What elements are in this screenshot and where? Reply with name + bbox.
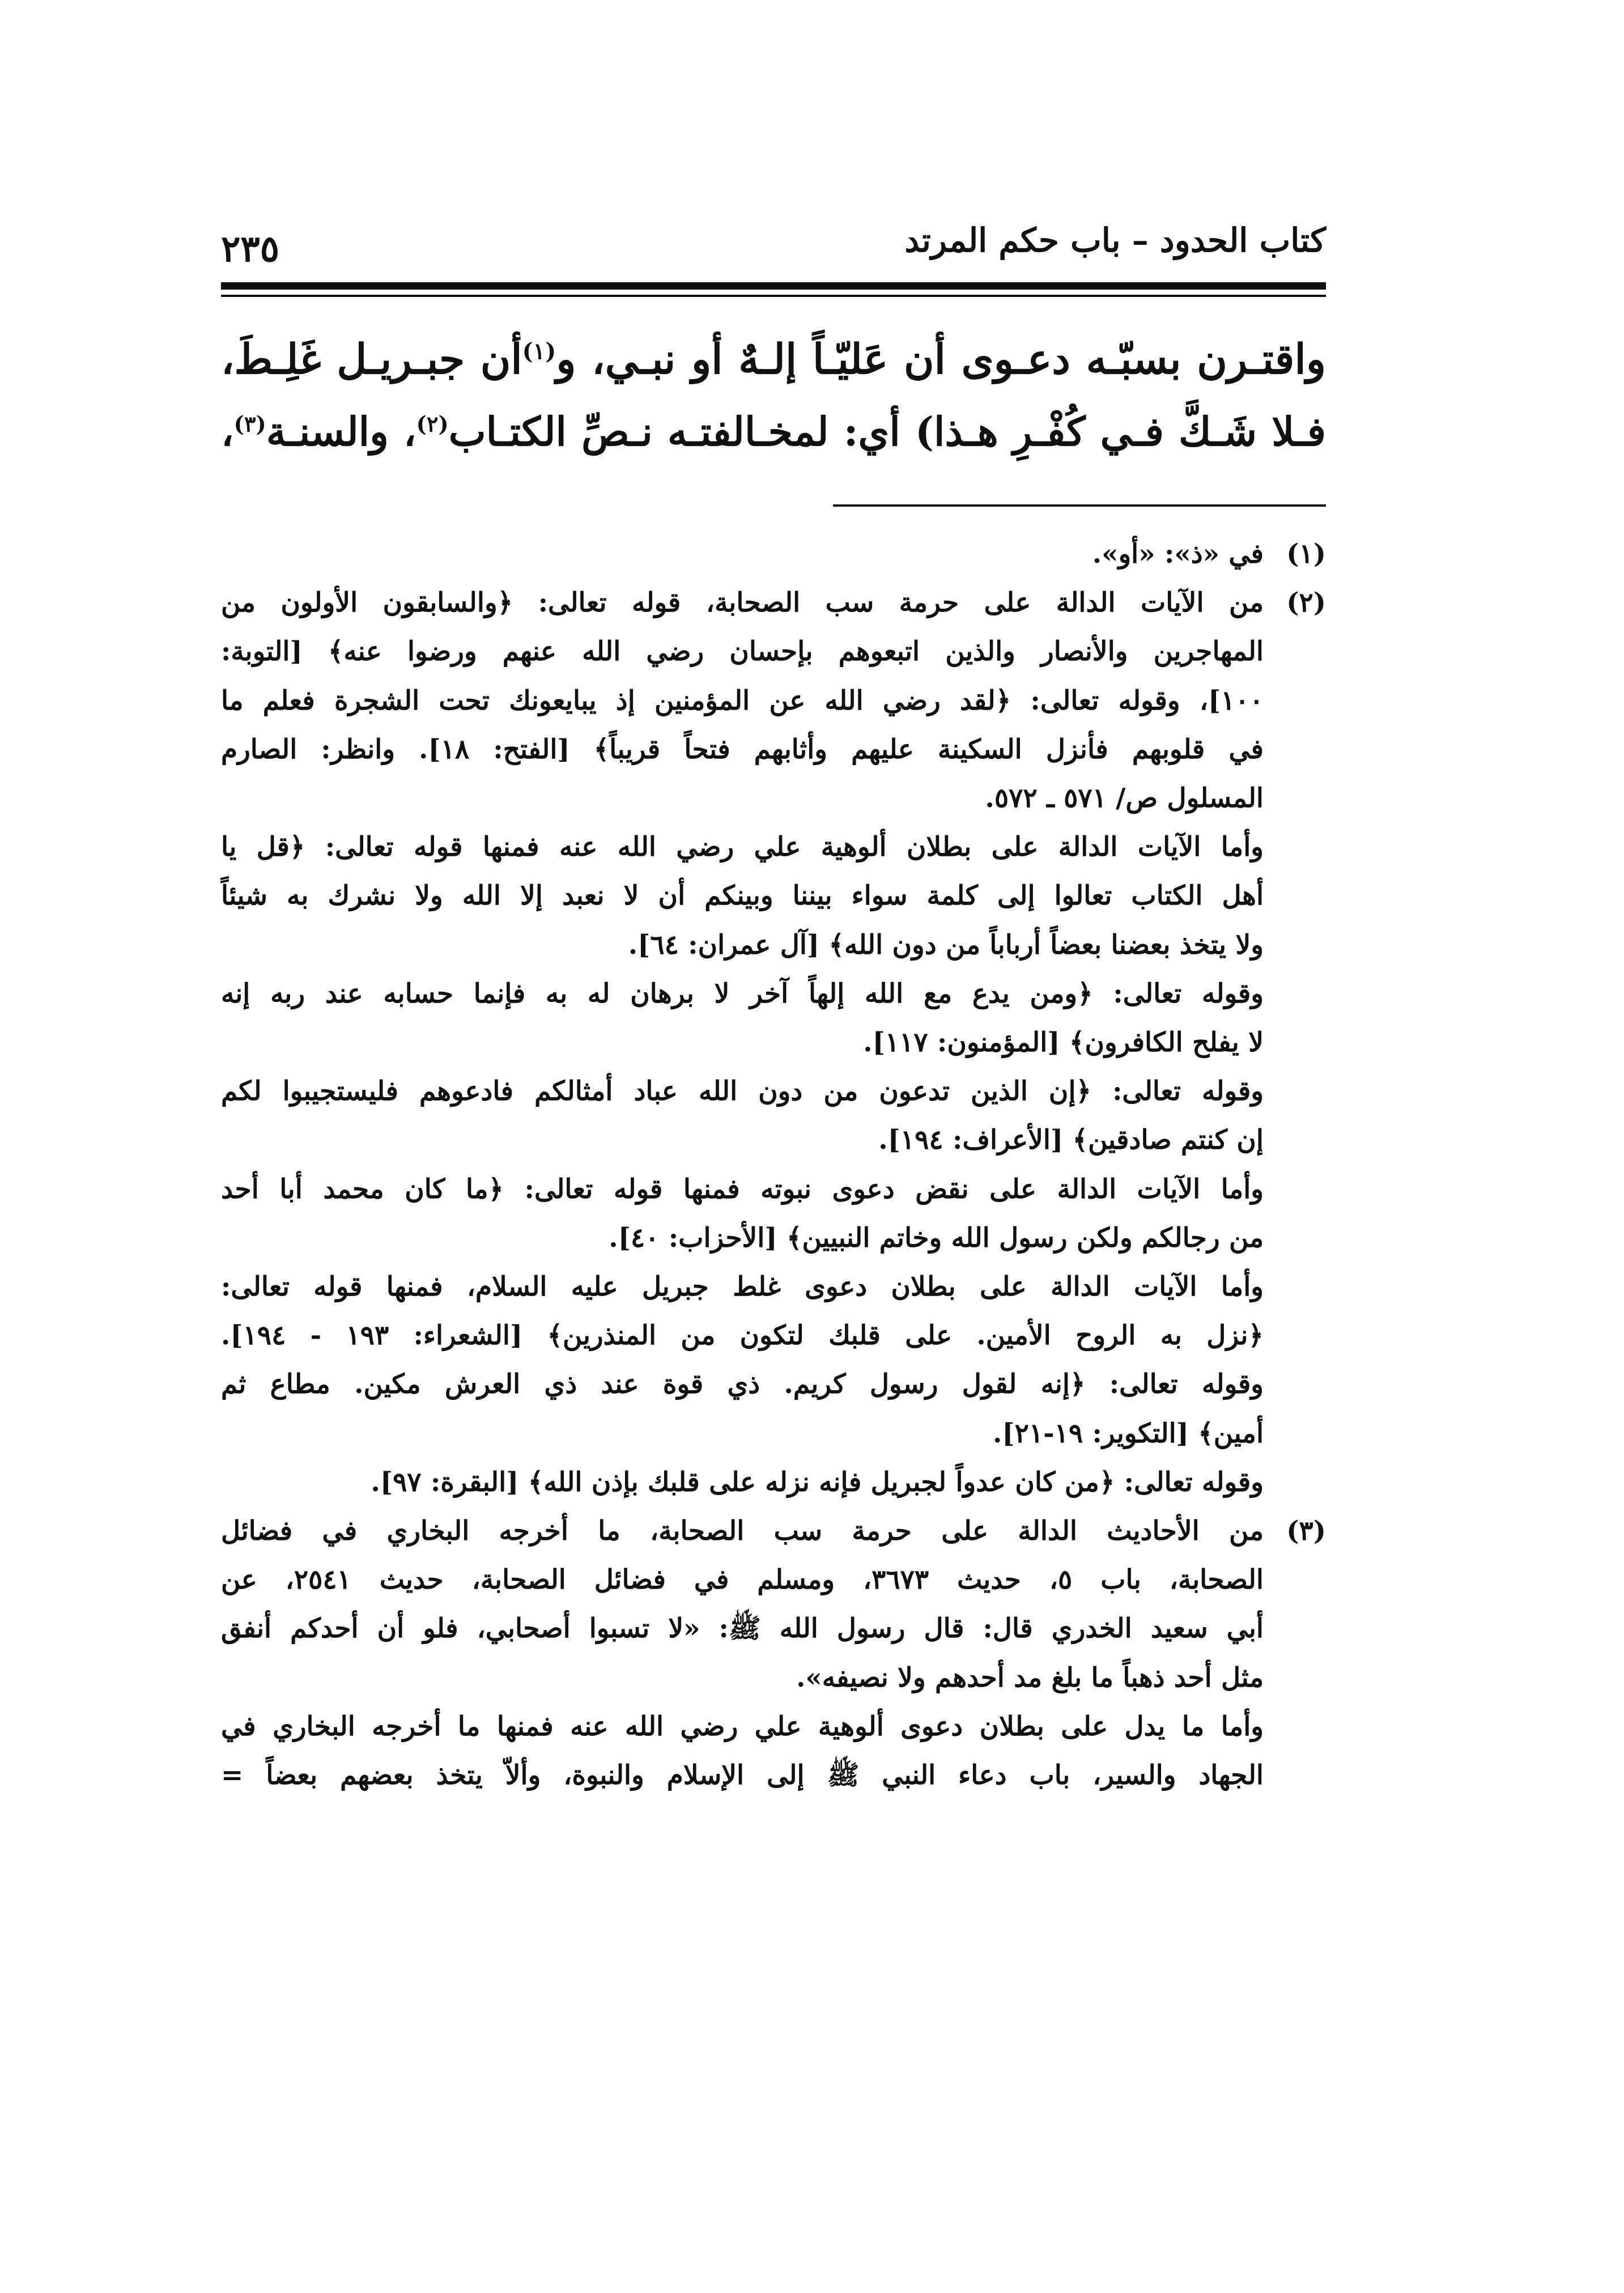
footnote-line: وأما الآيات الدالة على نقض دعوى نبوته فمنها قوله تعالى: ﴿ما كان محمد أبا أحد xyxy=(221,1173,1264,1205)
footnote-line: في قلوبهم فأنزل السكينة عليهم وأثابهم فتحاً قريباً﴾ [الفتح: ١٨]. وانظر: الصارم xyxy=(221,733,1264,765)
main-line-2: فـلا شَـكَّ فـي كُفْـرِ هـذا) أي: لمخـالفتـه نـصِّ الكتـاب$^{(٢)}$، والسنـة$^{(٣)}$، xyxy=(221,408,1326,455)
footnote-line: مثل أحد ذهباً ما بلغ مد أحدهم ولا نصيفه». xyxy=(796,1662,1264,1693)
footnote-line: من الآيات الدالة على حرمة سب الصحابة، قوله تعالى: ﴿والسابقون الأولون من xyxy=(221,587,1264,619)
footnote-line: أهل الكتاب تعالوا إلى كلمة سواء بيننا وبينكم أن لا نعبد إلا الله ولا نشرك به شيئاً xyxy=(221,880,1264,912)
footnote-line: وأما الآيات الدالة على بطلان دعوى غلط جبريل عليه السلام، فمنها قوله تعالى: xyxy=(221,1271,1264,1303)
footnote-line: من الأحاديث الدالة على حرمة سب الصحابة، ما أخرجه البخاري في فضائل xyxy=(221,1515,1264,1547)
footnote-line: ولا يتخذ بعضنا بعضاً أرباباً من دون الله﴾ [آل عمران: ٦٤]. xyxy=(628,929,1264,961)
footnote-line: وأما ما يدل على بطلان دعوى ألوهية علي رضي الله عنه فمنها ما أخرجه البخاري في xyxy=(221,1710,1264,1742)
footnote-line: وقوله تعالى: ﴿إن الذين تدعون من دون الله عباد أمثالكم فادعوهم فليستجيبوا لكم xyxy=(221,1076,1264,1107)
running-header xyxy=(221,215,1326,278)
footnote-line: من رجالكم ولكن رسول الله وخاتم النبيين﴾ [الأحزاب: ٤٠]. xyxy=(609,1222,1264,1254)
footnote-line: الصحابة، باب ٥، حديث ٣٦٧٣، ومسلم في فضائل الصحابة، حديث ٢٥٤١، عن xyxy=(221,1564,1264,1596)
footnote-line: إن كنتم صادقين﴾ [الأعراف: ١٩٤]. xyxy=(878,1124,1264,1156)
footnote-2 xyxy=(221,579,1326,1507)
footnote-line: وأما الآيات الدالة على بطلان ألوهية علي رضي الله عنه فمنها قوله تعالى: ﴿قل يا xyxy=(221,831,1264,863)
footnote-number: (٢) xyxy=(1286,587,1326,619)
footnote-number: (٣) xyxy=(1286,1515,1326,1547)
footnote-line: وقوله تعالى: ﴿ومن يدع مع الله إلهاً آخر لا برهان له به فإنما حسابه عند ربه إنه xyxy=(221,978,1264,1009)
footnote-line: ١٠٠]، وقوله تعالى: ﴿لقد رضي الله عن المؤمنين إذ يبايعونك تحت الشجرة فعلم ما xyxy=(221,685,1264,716)
footnote-line: في «ذ»: «أو». xyxy=(1092,538,1264,570)
page-number: ٢٣٥ xyxy=(221,228,280,270)
footnote-line: المهاجرين والأنصار والذين اتبعوهم بإحسان رضي الله عنهم ورضوا عنه﴾ [التوبة: xyxy=(221,636,1264,668)
footnote-line: ﴿نزل به الروح الأمين. على قلبك لتكون من المنذرين﴾ [الشعراء: ١٩٣ - ١٩٤]. xyxy=(221,1320,1264,1352)
footnote-line: الجهاد والسير، باب دعاء النبي ﷺ إلى الإسلام والنبوة، وألاّ يتخذ بعضهم بعضاً = xyxy=(221,1760,1264,1791)
footnote-line: وقوله تعالى: ﴿إنه لقول رسول كريم. ذي قوة عند ذي العرش مكين. مطاع ثم xyxy=(221,1369,1264,1400)
main-line-1: واقتـرن بسبّـه دعـوى أن عَليّـاً إلـهٌ أو نبـي، و$^{(١)}$أن جبـريـل غَلِـطَ، xyxy=(221,335,1326,384)
footnote-line: المسلول ص/ ٥٧١ ـ ٥٧٢. xyxy=(985,783,1264,814)
footnote-line: أبي سعيد الخدري قال: قال رسول الله ﷺ: «لا تسبوا أصحابي، فلو أن أحدكم أنفق xyxy=(221,1613,1264,1645)
footnote-line: لا يفلح الكافرون﴾ [المؤمنون: ١١٧]. xyxy=(863,1027,1264,1059)
header-rule-thick xyxy=(221,282,1326,290)
footnote-separator xyxy=(833,504,1326,507)
book-page xyxy=(221,215,1326,2142)
footnote-line: وقوله تعالى: ﴿من كان عدواً لجبريل فإنه نزله على قلبك بإذن الله﴾ [البقرة: ٩٧]. xyxy=(371,1466,1264,1498)
header-rule-thin xyxy=(221,295,1326,297)
footnote-3 xyxy=(221,1507,1326,1800)
running-title: كتاب الحدود – باب حكم المرتد xyxy=(904,221,1326,260)
footnote-ref-1[interactable]: (١) xyxy=(522,338,556,365)
footnote-ref-2[interactable]: (٢) xyxy=(416,411,449,438)
footnote-number: (١) xyxy=(1286,538,1326,570)
footnote-ref-3[interactable]: (٣) xyxy=(233,411,266,438)
footnote-1 xyxy=(221,530,1326,579)
footnotes xyxy=(221,530,1326,1800)
footnote-line: أمين﴾ [التكوير: ١٩-٢١]. xyxy=(993,1417,1264,1449)
main-text xyxy=(221,323,1326,468)
